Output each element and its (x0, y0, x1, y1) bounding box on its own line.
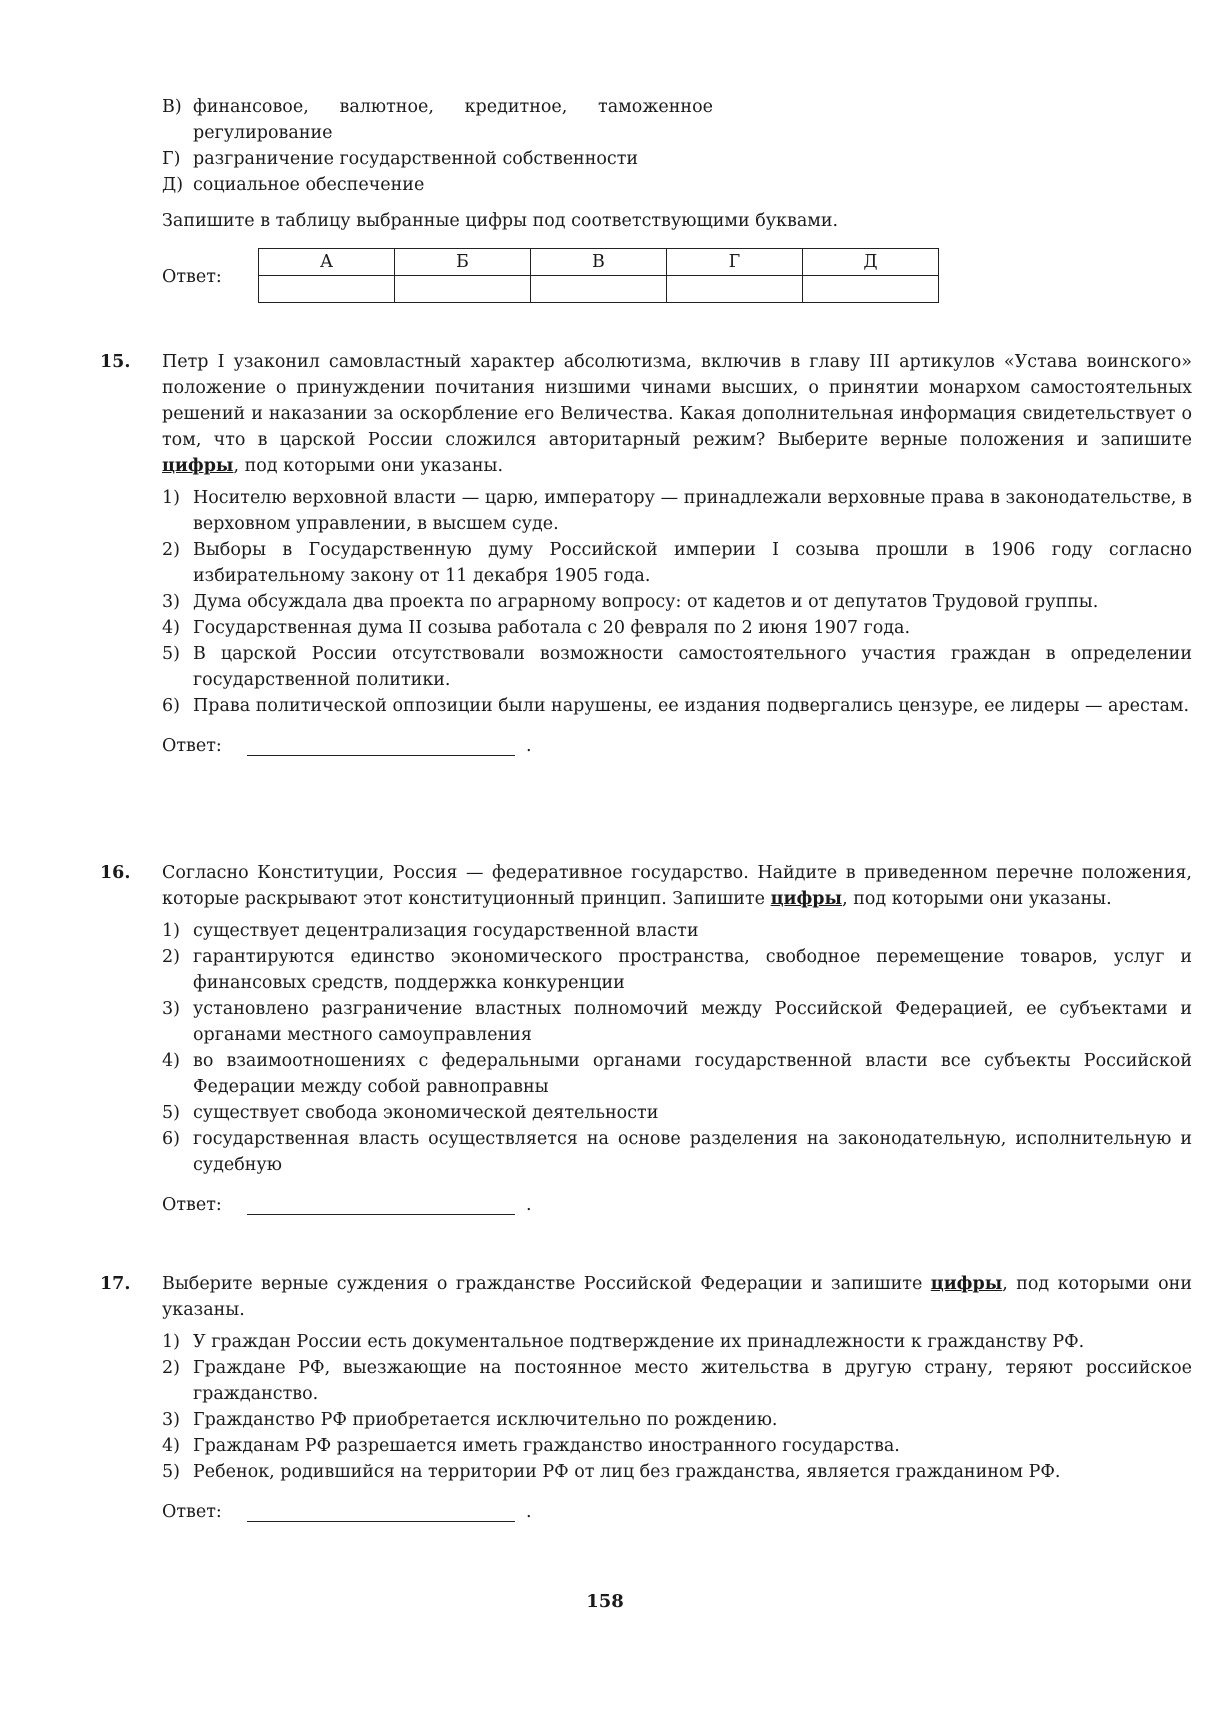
emphasis-digits: цифры (770, 889, 843, 909)
task-question: Выберите верные суждения о гражданстве Российской Федерации и запишите цифры, под которыми они указаны. (162, 1274, 1192, 1320)
option-text: разграничение государственной собственности (193, 149, 639, 169)
table-instruction: Запишите в таблицу выбранные цифры под соответствующими буквами. (162, 211, 839, 231)
page-number: 158 (586, 1591, 624, 1612)
option-g (162, 146, 1192, 172)
list-item: 5) В царской России отсутствовали возможности самостоятельного участия граждан в определении государственной политики. (162, 644, 1192, 690)
answer-cell[interactable] (259, 276, 395, 303)
answer-line[interactable] (247, 1214, 515, 1215)
answer-cell[interactable] (530, 276, 666, 303)
answer-table-header: Г (666, 249, 802, 276)
answer-label: Ответ: (162, 736, 222, 756)
list-item: 3) Гражданство РФ приобретается исключительно по рождению. (162, 1410, 778, 1430)
answer-field (162, 733, 1192, 759)
answer-table-header: В (530, 249, 666, 276)
answer-label: Ответ: (162, 1502, 222, 1522)
list-item: 3) установлено разграничение властных полномочий между Российской Федерацией, ее субъектами и органами местного самоуправления (162, 999, 1192, 1045)
emphasis-digits: цифры (162, 456, 234, 476)
emphasis-digits: цифры (930, 1274, 1003, 1294)
answer-cell[interactable] (666, 276, 802, 303)
answer-table-row (162, 248, 1192, 306)
answer-line[interactable] (247, 1521, 515, 1522)
task-15 (100, 349, 1192, 759)
option-letter: В) (162, 97, 182, 117)
list-item: 2) Выборы в Государственную думу Российской империи I созыва прошли в 1906 году согласно избирательному закону от 11 декабря 1905 года. (162, 540, 1192, 586)
list-item: 5) Ребенок, родившийся на территории РФ от лиц без гражданства, является гражданином РФ. (162, 1462, 1061, 1482)
list-item: 3) Дума обсуждала два проекта по аграрному вопросу: от кадетов и от депутатов Трудовой группы. (162, 592, 1099, 612)
answer-table-header: Б (395, 249, 531, 276)
answer-table-input-row (259, 276, 939, 303)
list-item: 4) во взаимоотношениях с федеральными органами государственной власти все субъекты Российской Федерации между собой равноправны (162, 1051, 1192, 1097)
option-text: социальное обеспечение (193, 175, 425, 195)
task-options (162, 485, 1192, 719)
list-item: 6) государственная власть осуществляется на основе разделения на законодательную, исполнительную и судебную (162, 1129, 1192, 1175)
task-16 (100, 860, 1192, 1218)
task-number: 16. (100, 863, 131, 883)
list-item: 4) Государственная дума II созыва работала с 20 февраля по 2 июня 1907 года. (162, 618, 911, 638)
task-options (162, 918, 1192, 1178)
answer-dot: . (526, 736, 532, 756)
list-item: 2) Граждане РФ, выезжающие на постоянное место жительства в другую страну, теряют российское гражданство. (162, 1358, 1192, 1404)
list-item: 4) Гражданам РФ разрешается иметь гражданство иностранного государства. (162, 1436, 900, 1456)
task-17 (100, 1271, 1192, 1525)
option-text: финансовое, валютное, кредитное, таможенное регулирование (193, 97, 713, 143)
answer-table (258, 248, 939, 303)
answer-label: Ответ: (162, 267, 222, 287)
task-number: 17. (100, 1274, 131, 1294)
list-item: 5) существует свобода экономической деятельности (162, 1103, 659, 1123)
answer-field (162, 1192, 1192, 1218)
task-question: Согласно Конституции, Россия — федеративное государство. Найдите в приведенном перечне положения, которые раскрывают этот конституционный принцип. Запишите цифры, под которыми они указаны. (162, 863, 1192, 909)
option-letter: Д) (162, 175, 184, 195)
answer-dot: . (526, 1502, 532, 1522)
answer-dot: . (526, 1195, 532, 1215)
list-item: 1) существует децентрализация государственной власти (162, 921, 699, 941)
list-item: 6) Права политической оппозиции были нарушены, ее издания подвергались цензуре, ее лидеры — арестам. (162, 696, 1190, 716)
task-question: Петр I узаконил самовластный характер абсолютизма, включив в главу III артикулов «Устава воинского» положение о принуждении почитания низшими чинами высших, о принятии монархом самостоятельных решений и наказании за оскорбление его Величества. Какая дополнительная информация свидетельствует о том, что в царской России сложился авторитарный режим? Выберите верные положения и запишите цифры, под которыми они указаны. (162, 352, 1192, 476)
task-options (162, 1329, 1192, 1485)
answer-cell[interactable] (395, 276, 531, 303)
option-v (162, 94, 1192, 146)
task-number: 15. (100, 352, 131, 372)
answer-line[interactable] (247, 755, 515, 756)
list-item: 1) Носителю верховной власти — царю, императору — принадлежали верховные права в законодательстве, в верховном управлении, в высшем суде. (162, 488, 1192, 534)
previous-task-continuation (162, 94, 1192, 306)
answer-field (162, 1499, 1192, 1525)
list-item: 2) гарантируются единство экономического пространства, свободное перемещение товаров, услуг и финансовых средств, поддержка конкуренции (162, 947, 1192, 993)
answer-table-header-row (259, 249, 939, 276)
answer-label: Ответ: (162, 1195, 222, 1215)
answer-cell[interactable] (802, 276, 938, 303)
option-letter: Г) (162, 149, 181, 169)
answer-table-header: А (259, 249, 395, 276)
list-item: 1) У граждан России есть документальное подтверждение их принадлежности к гражданству РФ. (162, 1332, 1085, 1352)
answer-table-header: Д (802, 249, 938, 276)
option-d (162, 172, 1192, 198)
